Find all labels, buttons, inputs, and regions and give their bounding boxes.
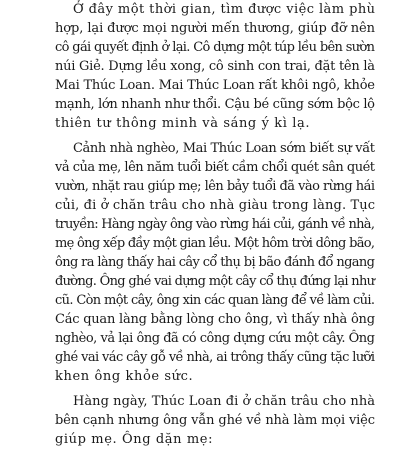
text-line: bên cạnh nhưng ông vẫn ghé về nhà làm mọi việc — [55, 413, 375, 428]
text-line: ghé vai vác cây gỗ về nhà, ai trông thấy cũng tặc lưỡi — [55, 350, 375, 365]
text-line: Ở đây một thời gian, tìm được việc làm phù — [73, 2, 376, 17]
text-line: mạnh, lớn nhanh như thổi. Cậu bé cũng sớm bộc lộ — [55, 97, 375, 112]
text-line: vả của mẹ, lên năm tuổi biết cầm chổi quét sân quét — [55, 160, 375, 175]
text-line: vườn, nhặt rau giúp mẹ; lên bảy tuổi đã vào rừng hái — [55, 179, 375, 194]
text-line: thiên tư thông minh và sáng ý kì lạ. — [55, 116, 311, 131]
text-line: Hàng ngày, Thúc Loan đi ở chăn trâu cho nhà — [73, 394, 376, 409]
paragraph — [55, 139, 375, 386]
text-line: ông ra làng thấy hai cây cổ thụ bị bão đánh đổ ngang — [55, 255, 375, 270]
text-line: cũ. Còn một cây, ông xin các quan làng để về làm củi. — [55, 293, 375, 308]
text-line: Mai Thúc Loan. Mai Thúc Loan rất khôi ngô, khỏe — [55, 78, 375, 93]
text-line: củi, đi ở chăn trâu cho nhà giàu trong làng. Tục — [55, 198, 376, 213]
text-line: cô gái quyết định ở lại. Cô dựng một túp lều bên sườn — [55, 40, 375, 55]
text-line: giúp mẹ. Ông dặn mẹ: — [55, 432, 214, 447]
text-line: khen ông khỏe sức. — [55, 369, 194, 384]
text-line: nghèo, vả lại ông đã có công dựng cứu một cây. Ông — [55, 331, 375, 346]
text-line: đường. Ông ghé vai dựng một cây cổ thụ đứng lại như — [55, 274, 375, 289]
paragraph — [55, 392, 375, 449]
text-line: truyền: Hàng ngày ông vào rừng hái củi, gánh về nhà, — [55, 217, 375, 232]
text-line: núi Giẻ. Dựng lều xong, cô sinh con trai, đặt tên là — [55, 59, 375, 74]
paragraph — [55, 0, 375, 133]
text-line: Các quan làng bằng lòng cho ông, vì thấy nhà ông — [55, 312, 375, 327]
text-line: hợp, lại được mọi người mến thương, giúp đỡ nên — [55, 21, 375, 36]
text-column — [55, 0, 375, 449]
text-line: Cảnh nhà nghèo, Mai Thúc Loan sớm biết sự vất — [73, 141, 375, 156]
text-line: mẹ ông xếp đầy một gian lều. Một hôm trời dông bão, — [55, 236, 375, 251]
